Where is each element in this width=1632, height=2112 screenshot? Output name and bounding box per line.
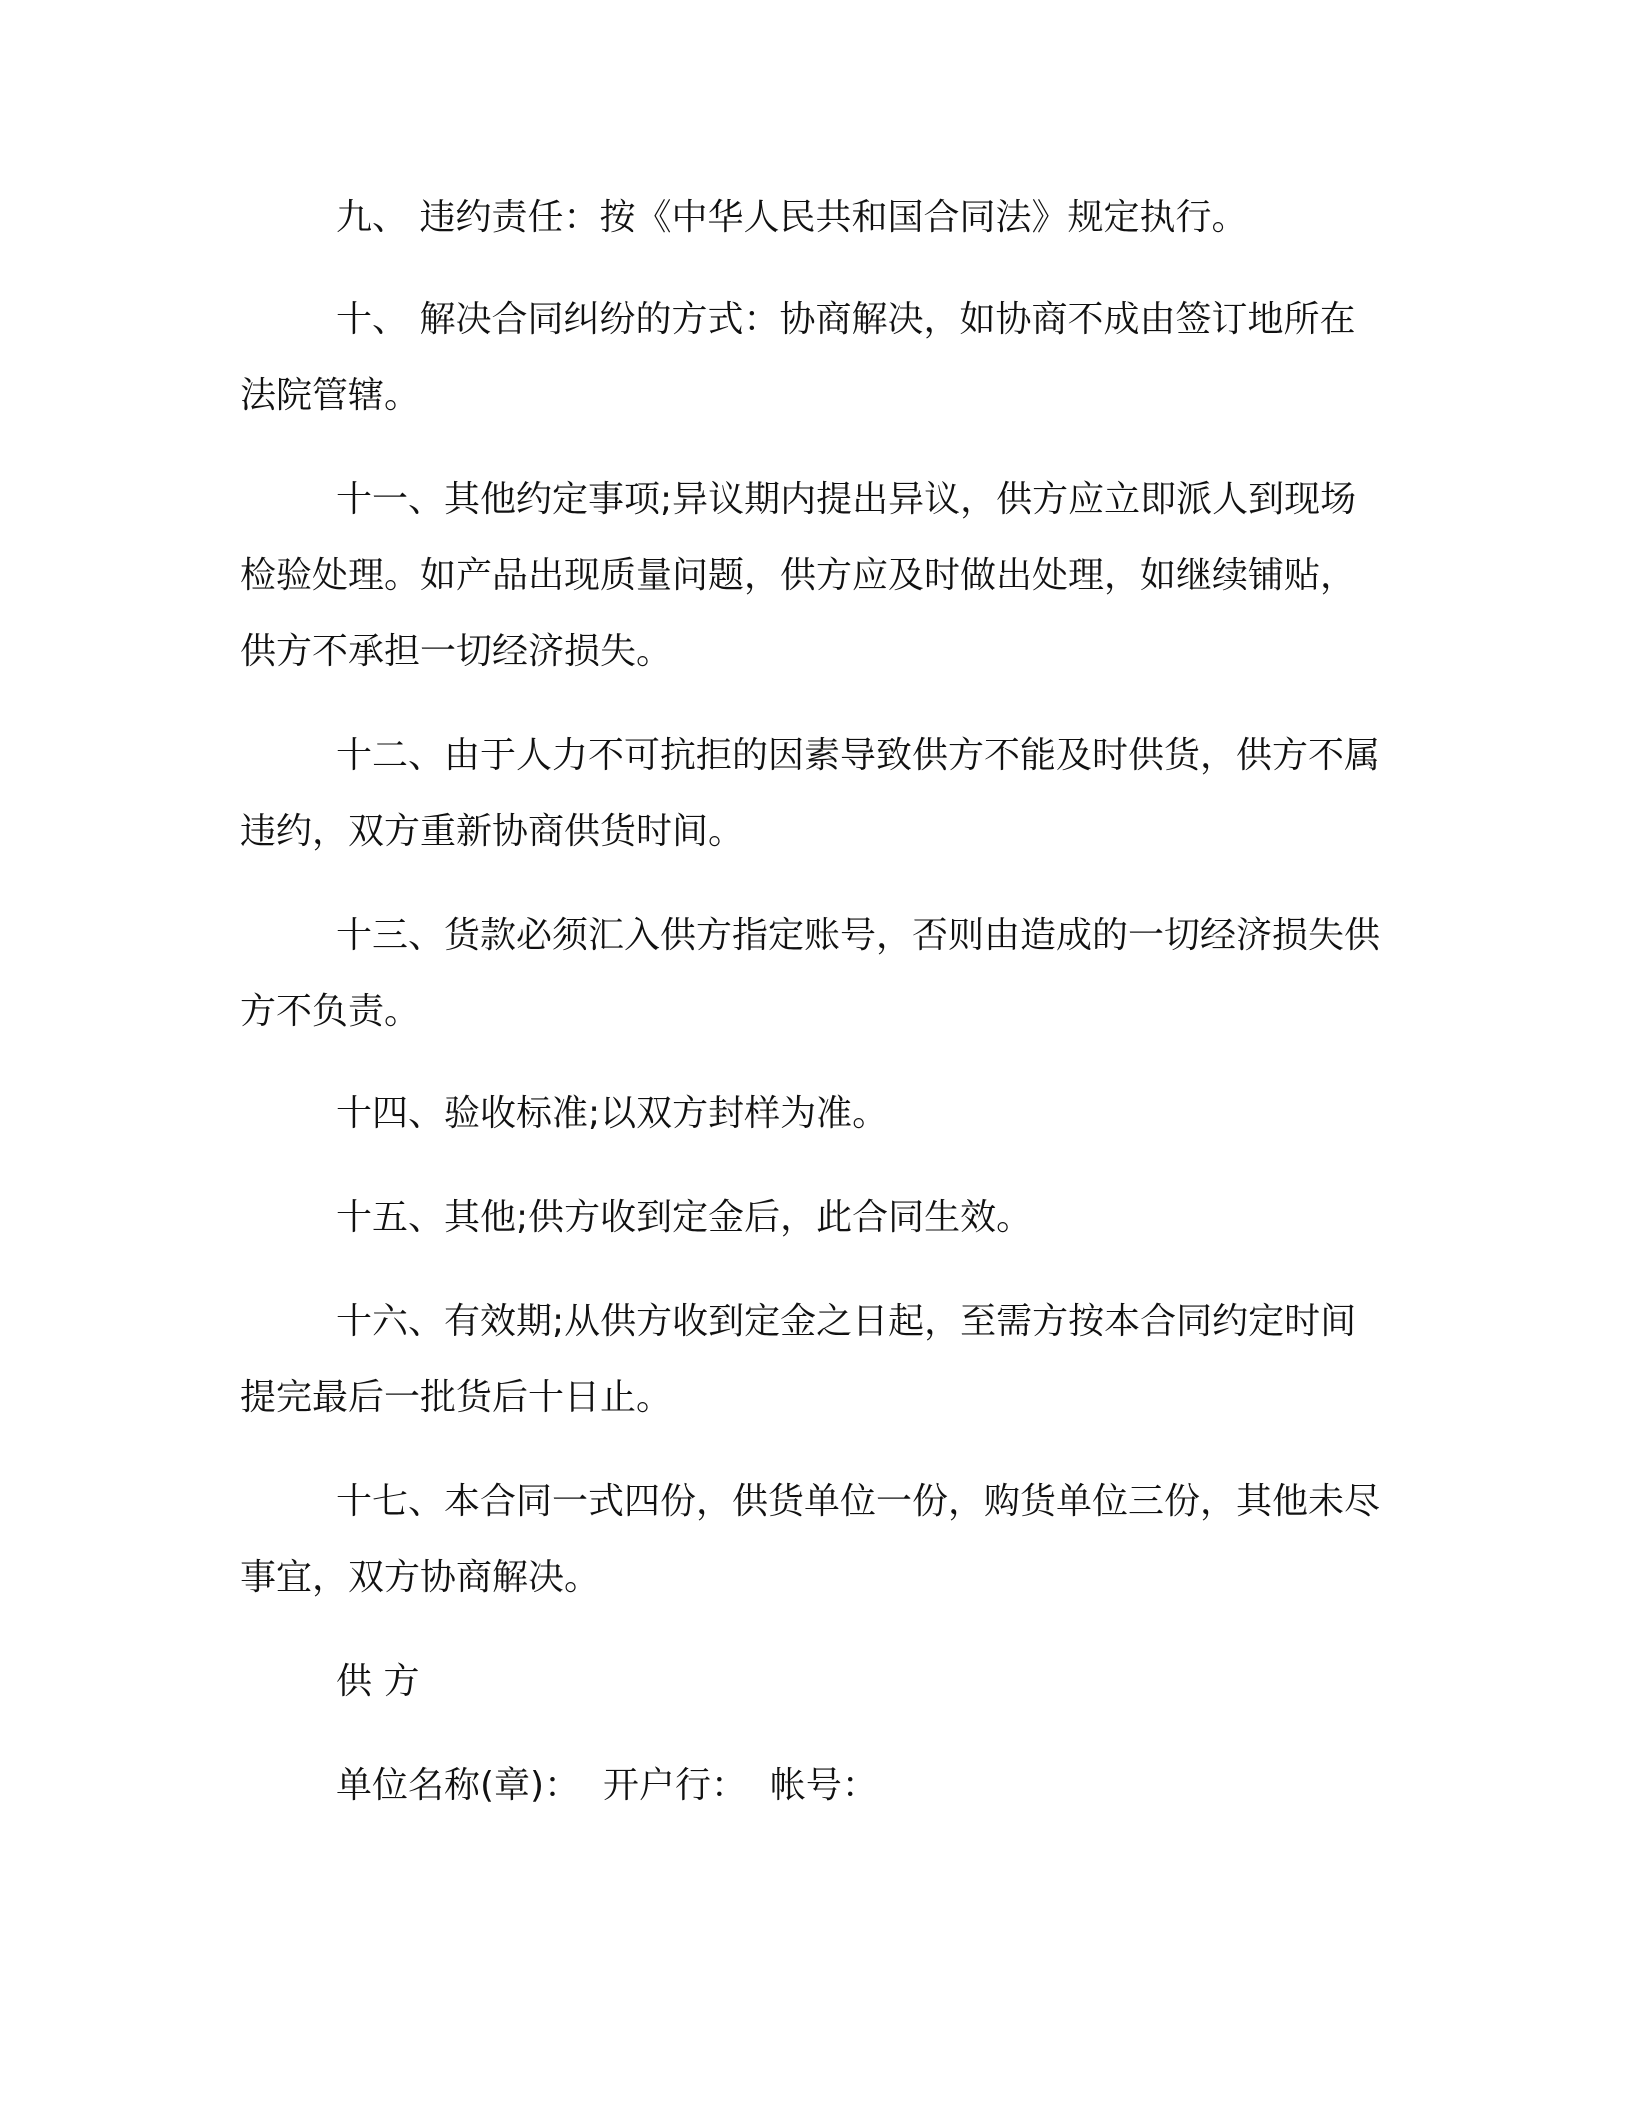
clause-17: 十七、本合同一式四份，供货单位一份，购货单位三份，其他未尽事宜，双方协商解决。 xyxy=(240,1481,1381,1598)
clause-12: 十二、由于人力不可抗拒的因素导致供方不能及时供货，供方不属违约，双方重新协商供货时间。 xyxy=(240,735,1381,852)
clause-13: 十三、货款必须汇入供方指定账号，否则由造成的一切经济损失供方不负责。 xyxy=(240,915,1381,1032)
clause-9: 九、 违约责任：按《中华人民共和国合同法》规定执行。 xyxy=(336,197,1248,238)
supplier-label: 供 方 xyxy=(336,1661,420,1702)
clause-10: 十、 解决合同纠纷的方式：协商解决，如协商不成由签订地所在法院管辖。 xyxy=(240,299,1356,416)
clause-15: 十五、其他;供方收到定金后，此合同生效。 xyxy=(336,1197,1033,1238)
clause-14: 十四、验收标准;以双方封样为准。 xyxy=(336,1093,889,1134)
clause-11: 十一、其他约定事项;异议期内提出异议，供方应立即派人到现场检验处理。如产品出现质量问题，供方应及时做出处理，如继续铺贴，供方不承担一切经济损失。 xyxy=(240,479,1357,672)
clause-16: 十六、有效期;从供方收到定金之日起，至需方按本合同约定时间提完最后一批货后十日止。 xyxy=(240,1301,1357,1418)
supplier-fields: 单位名称(章)： 开户行： 帐号： xyxy=(336,1765,878,1806)
